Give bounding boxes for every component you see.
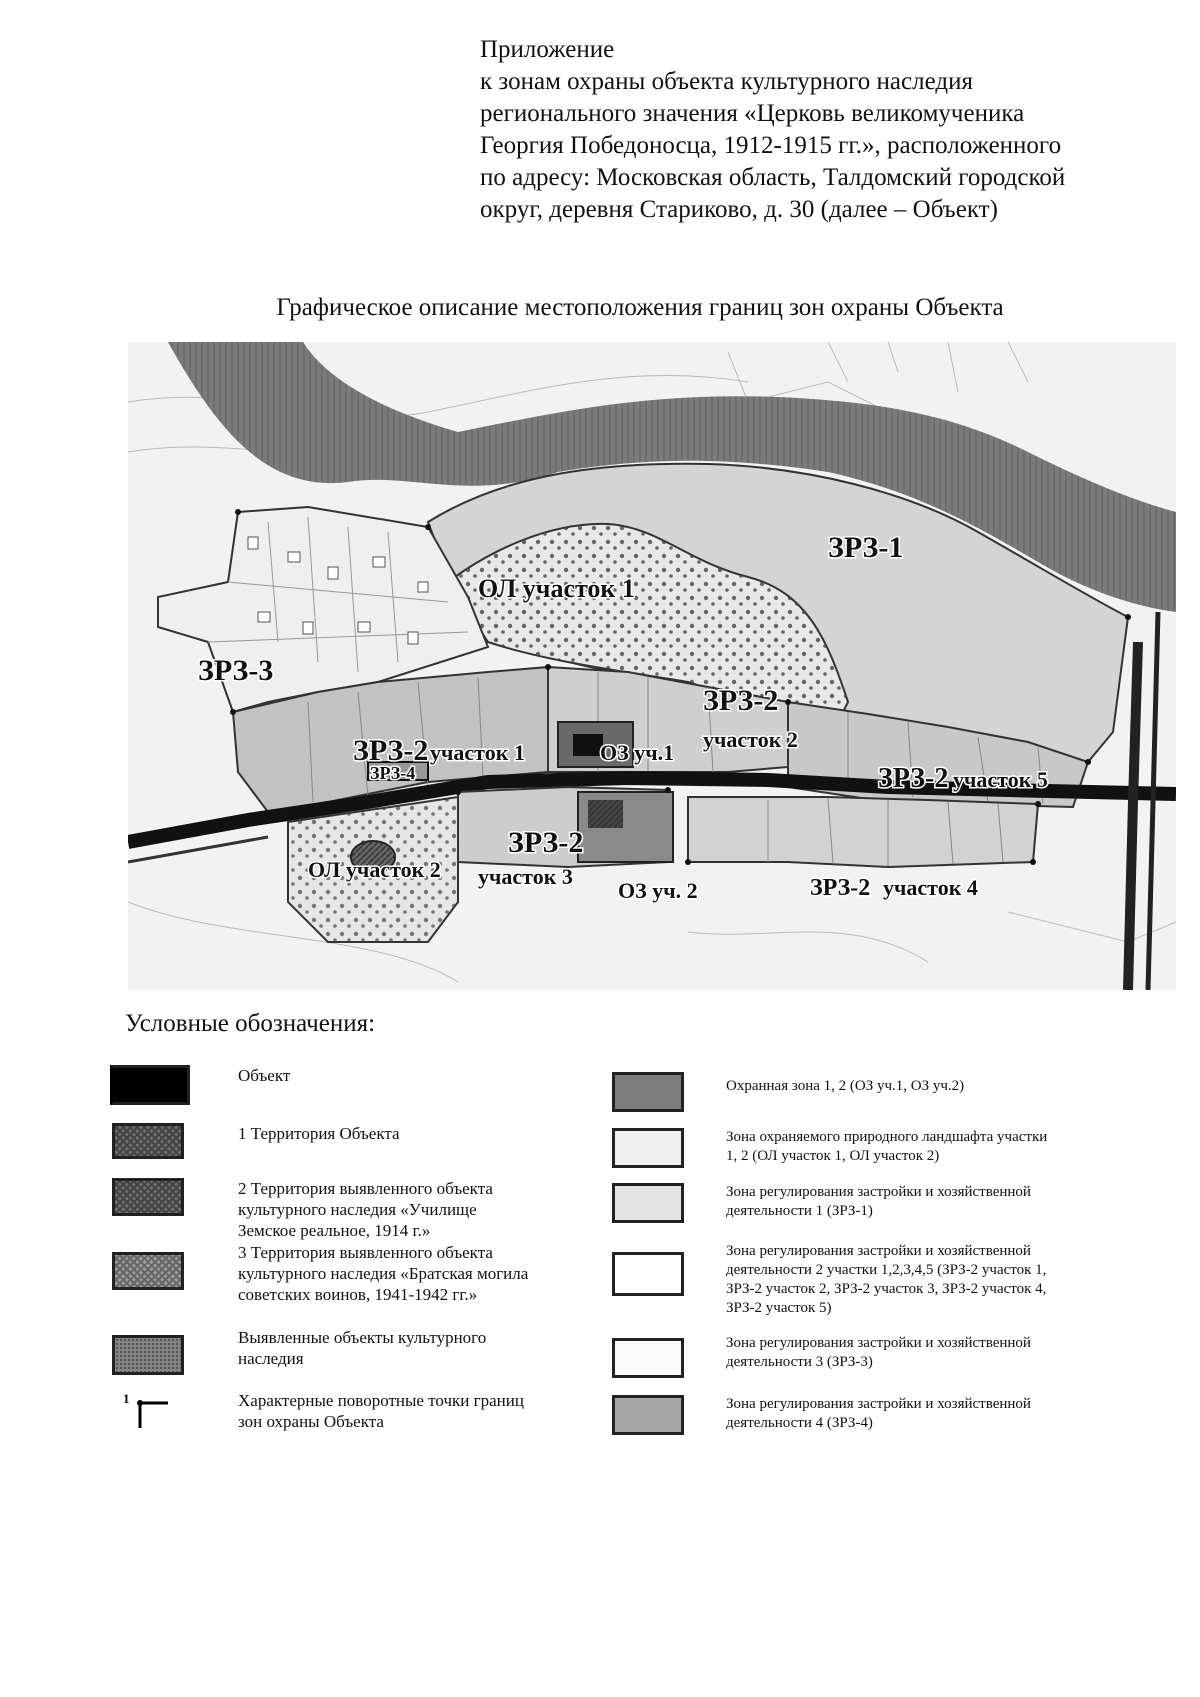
turning-point-number: 1	[123, 1391, 130, 1406]
legend-text: советских воинов, 1941-1942 гг.»	[238, 1285, 478, 1304]
legend-text: 2 Территория выявленного объекта	[238, 1179, 493, 1198]
hatched-swatch	[112, 1123, 184, 1159]
turning-point-icon	[120, 1390, 180, 1430]
legend-text: культурного наследия «Братская могила	[238, 1264, 529, 1283]
legend-text: ЗРЗ-2 участок 5)	[726, 1300, 832, 1316]
legend-text: деятельности 4 (ЗРЗ-4)	[726, 1415, 873, 1431]
label-zrz2-uch4-sub: участок 4	[883, 875, 978, 900]
dotted-swatch	[112, 1335, 184, 1375]
label-zrz2-uch5-main: ЗРЗ-2	[878, 763, 949, 794]
legend-text: 3 Территория выявленного объекта	[238, 1243, 493, 1262]
mid-gray-swatch	[612, 1395, 684, 1435]
legend-text: Зона регулирования застройки и хозяйственной	[726, 1335, 1031, 1351]
legend-text: зон охраны Объекта	[238, 1412, 384, 1431]
label-ol1: ОЛ участок 1	[478, 574, 635, 603]
legend-text: 1, 2 (ОЛ участок 1, ОЛ участок 2)	[726, 1148, 940, 1164]
label-zrz2-uch2-title: ЗРЗ-2	[703, 684, 779, 717]
label-zrz2-uch3-sub: участок 3	[478, 864, 573, 889]
header-line: по адресу: Московская область, Талдомский городской	[480, 164, 1066, 191]
header-line: к зонам охраны объекта культурного наследия	[480, 68, 973, 95]
header-line: округ, деревня Стариково, д. 30 (далее – Объект)	[480, 196, 998, 223]
label-zrz2-uch3-main: ЗРЗ-2	[508, 826, 584, 859]
label-zrz4: ЗРЗ-4	[370, 763, 416, 783]
legend-text: Охранная зона 1, 2 (ОЗ уч.1, ОЗ уч.2)	[726, 1078, 965, 1094]
label-oz2: ОЗ уч. 2	[618, 878, 698, 903]
legend-text: деятельности 2 участки 1,2,3,4,5 (ЗРЗ-2 участок 1,	[726, 1262, 1047, 1278]
legend-text: Зона регулирования застройки и хозяйственной	[726, 1243, 1031, 1259]
legend-text: деятельности 3 (ЗРЗ-3)	[726, 1354, 873, 1370]
label-zrz2-uch1-main: ЗРЗ-2	[353, 734, 429, 767]
legend-text: Зона регулирования застройки и хозяйственной	[726, 1396, 1031, 1412]
map-title: Графическое описание местоположения границ зон охраны Объекта	[276, 294, 1004, 321]
header-line: Георгия Победоносца, 1912-1915 гг.», расположенного	[480, 132, 1062, 159]
legend-text: наследия	[238, 1349, 304, 1368]
legend-text: Зона регулирования застройки и хозяйственной	[726, 1184, 1031, 1200]
legend-text: Объект	[238, 1066, 291, 1085]
legend-text: деятельности 1 (ЗРЗ-1)	[726, 1203, 873, 1219]
label-zrz2-uch2-sub: участок 2	[703, 727, 798, 752]
light-gray-swatch	[612, 1183, 684, 1223]
legend-text: Зона охраняемого природного ландшафта участки	[726, 1129, 1048, 1145]
light-swatch	[612, 1128, 684, 1168]
legend-text: ЗРЗ-2 участок 2, ЗРЗ-2 участок 3, ЗРЗ-2 участок 4,	[726, 1281, 1047, 1297]
label-zrz2-uch1-sub: участок 1	[430, 740, 525, 765]
legend-text: 1 Территория Объекта	[238, 1124, 400, 1143]
label-ol2: ОЛ участок 2	[308, 857, 441, 882]
hatched-swatch	[112, 1178, 184, 1216]
zone-map	[128, 342, 1176, 990]
header-line: регионального значения «Церковь великомученика	[480, 100, 1025, 127]
legend-heading: Условные обозначения:	[125, 1010, 376, 1037]
object-church	[573, 734, 603, 756]
header-line: Приложение	[480, 36, 615, 63]
gray-swatch	[612, 1072, 684, 1112]
label-zrz1: ЗРЗ-1	[828, 531, 904, 564]
appendix-header	[480, 34, 1065, 226]
white-swatch	[612, 1338, 684, 1378]
legend-text: Земское реальное, 1914 г.»	[238, 1221, 431, 1240]
label-zrz2-uch4-main: ЗРЗ-2	[810, 875, 871, 901]
label-zrz2-uch5-sub: участок 5	[953, 767, 1048, 792]
zrz2-uch4-zone	[688, 797, 1038, 867]
legend-text: Характерные поворотные точки границ	[238, 1391, 524, 1410]
solid-black-swatch	[110, 1065, 190, 1105]
white-swatch	[612, 1252, 684, 1296]
legend-text: Выявленные объекты культурного	[238, 1328, 487, 1347]
hatched-light-swatch	[112, 1252, 184, 1290]
label-zrz3: ЗРЗ-3	[198, 654, 274, 687]
legend-text: культурного наследия «Училище	[238, 1200, 477, 1219]
label-oz1: ОЗ уч.1	[600, 740, 675, 765]
